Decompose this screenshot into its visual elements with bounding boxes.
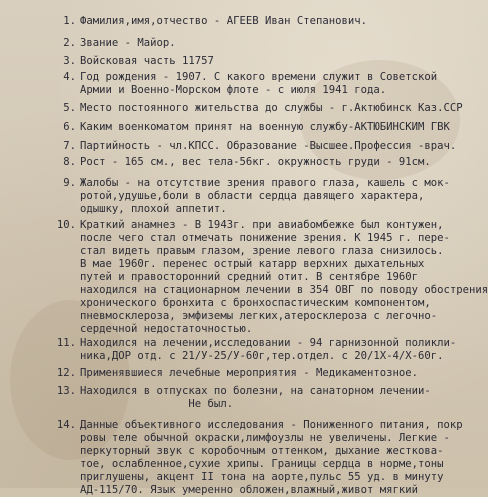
text-line: тое, ослабленное,сухие хрипы. Границы сердца в норме,тоны (80, 458, 444, 470)
text-line: Применявшиеся лечебные мероприятия - Медикаментозное. (80, 367, 419, 379)
text-line: Находился в отпусках по болезни, на санаторном лечении- (80, 385, 431, 397)
text-line: после чего стал отмечать понижение зрения. К 1945 г. пере- (80, 232, 450, 244)
text-line: Год рождения - 1907. С какого времени служит в Советской (80, 71, 438, 83)
item-text (80, 419, 488, 497)
text-line: АД-115/70. Язык умеренно обложен,влажный,живот мягкий (80, 484, 419, 496)
text-line: Армии и Военно-Морском флоте - с июля 1941 года. (80, 84, 387, 96)
text-line: Не был. (80, 398, 234, 410)
item-number: 5. (63, 102, 76, 114)
item-text (80, 15, 488, 28)
item-number: 3. (63, 55, 76, 67)
item-number: 7. (63, 140, 76, 152)
text-line: Находился на лечении,исследовании - 94 гарнизонной поликли- (80, 337, 457, 349)
text-line: одышку, плохой аппетит. (80, 203, 227, 215)
item-number: 8. (63, 156, 76, 168)
item-number: 4. (63, 71, 76, 83)
item-text (80, 121, 488, 134)
text-line: ника,ДОР отд. с 21/У-25/У-60г,тер.отдел. с 20/1Х-4/Х-60г. (80, 350, 444, 362)
text-line: Фамилия,имя,отчество - АГЕЕВ Иван Степанович. (80, 15, 368, 27)
text-line: Жалобы - на отсутствие зрения правого глаза, кашель с мок- (80, 177, 450, 189)
text-line: ровы теле обычной окраски,лимфоузлы не увеличены. Легкие - (80, 432, 450, 444)
text-line: Данные объективного исследования - Пониженного питания, покр (80, 419, 463, 431)
item-number: 1. (63, 15, 76, 27)
text-line: пневмосклероза, эмфиземы легких,атеросклероза с легочно- (80, 310, 438, 322)
text-line: хронического бронхита с бронхоспастическим компонентом, (80, 297, 431, 309)
text-line: Войсковая часть 11757 (80, 55, 214, 67)
item-text (80, 37, 488, 50)
item-number: 6. (63, 121, 76, 133)
item-number: 10. (56, 219, 76, 231)
item-text (80, 102, 488, 115)
text-line: перкуторный звук с коробочным оттенком, дыхание жестковa- (80, 445, 444, 457)
item-text (80, 367, 488, 380)
item-text (80, 156, 488, 169)
text-line: ротой,удушье,боли в области сердца давящего характера, (80, 190, 425, 202)
text-line: приглушены, акцент II тона на аорте,пульс 55 уд. в минуту (80, 471, 444, 483)
item-text (80, 385, 488, 411)
item-number: 11. (56, 337, 76, 349)
item-text (80, 177, 488, 216)
item-number: 13. (56, 385, 76, 397)
item-text (80, 55, 488, 68)
item-text (80, 219, 488, 336)
text-line: Каким военкоматом принят на военную службу-АКТЮБИНСКИМ ГВК (80, 121, 450, 133)
item-text (80, 140, 488, 153)
item-number: 14. (56, 419, 76, 431)
item-number: 12. (56, 367, 76, 379)
item-number: 9. (63, 177, 76, 189)
text-line: Краткий анамнез - В 1943г. при авиабомбежке был контужен, (80, 219, 444, 231)
item-number: 2. (63, 37, 76, 49)
text-line: сердечной недостаточностью. (80, 323, 253, 335)
text-line: В мае 1960г. перенес острый катарр верхних дыхательных (80, 258, 425, 270)
item-text (80, 71, 488, 97)
text-line: Звание - Майор. (80, 37, 176, 49)
text-line: стал видеть правым глазом, зрение левого глаза снизилось. (80, 245, 444, 257)
text-line: находился на стационарном лечении в 354 ОВГ по поводу обострения (80, 284, 488, 296)
text-line: путей и правосторонний средний отит. В сентябре 1960г (80, 271, 419, 283)
item-text (80, 337, 488, 363)
text-line: Рост - 165 см., вес тела-56кг. окружность груди - 91см. (80, 156, 431, 168)
text-line: Партийность - чл.КПСС. Образование -Высшее.Профессия -врач. (80, 140, 457, 152)
text-line: Место постоянного жительства до службы - г.Актюбинск Каз.ССР (80, 102, 463, 114)
